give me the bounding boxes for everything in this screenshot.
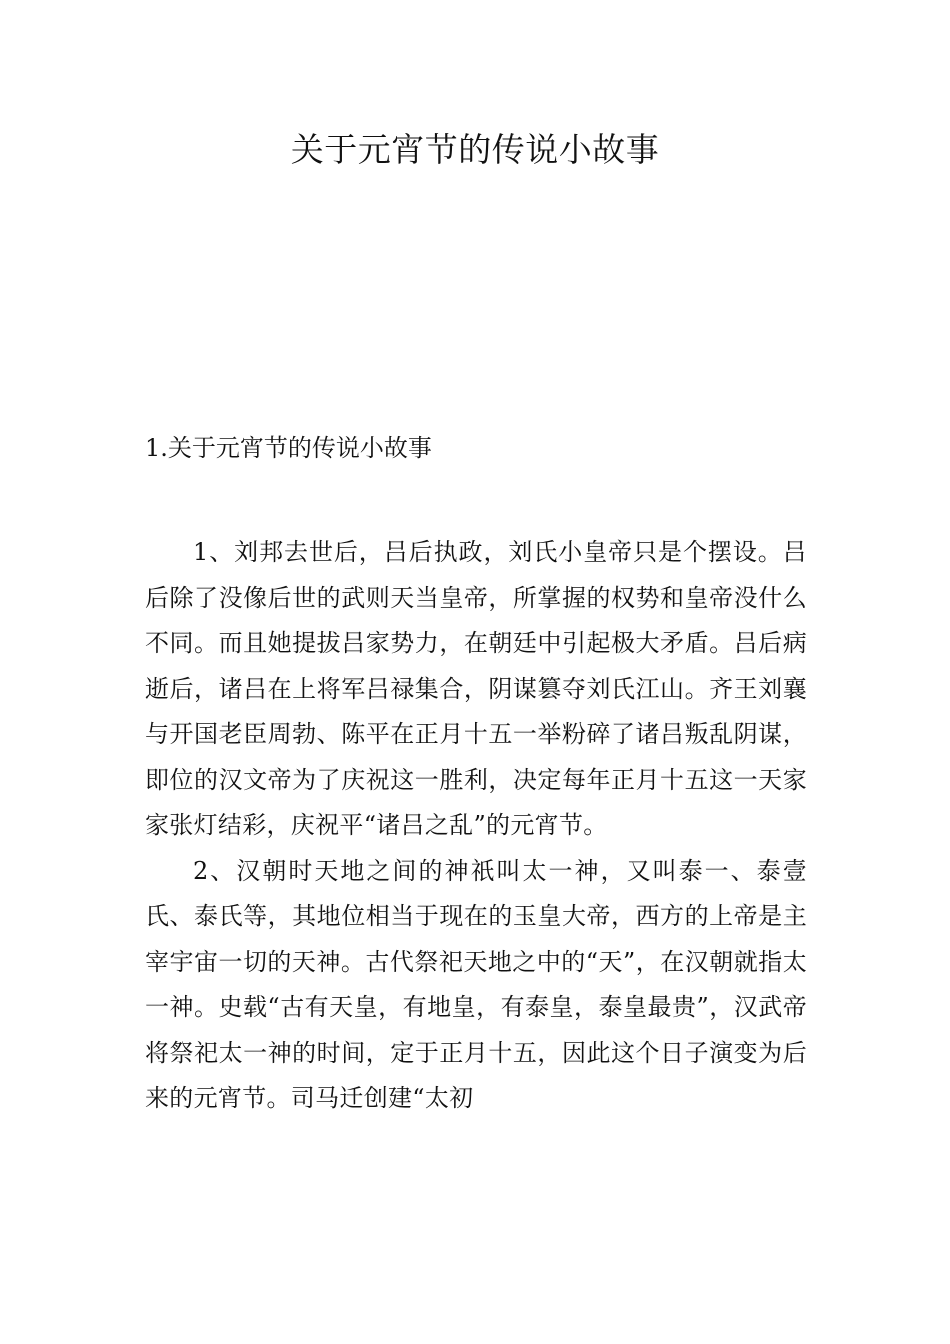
document-body: [145, 530, 807, 1122]
document-title: 关于元宵节的传说小故事: [290, 130, 660, 169]
paragraph-2: 2、汉朝时天地之间的神祇叫太一神，又叫泰一、泰壹氏、泰氏等，其地位相当于现在的玉皇大帝，西方的上帝是主宰宇宙一切的天神。古代祭祀天地之中的“天”，在汉朝就指太一神。史载“古有天皇，有地皇，有泰皇，泰皇最贵”，汉武帝将祭祀太一神的时间，定于正月十五，因此这个日子演变为后来的元宵节。司马迁创建“太初: [145, 856, 807, 1112]
paragraph-1: 1、刘邦去世后，吕后执政，刘氏小皇帝只是个摆设。吕后除了没像后世的武则天当皇帝，所掌握的权势和皇帝没什么不同。而且她提拔吕家势力，在朝廷中引起极大矛盾。吕后病逝后，诸吕在上将军吕禄集合，阴谋篡夺刘氏江山。齐王刘襄与开国老臣周勃、陈平在正月十五一举粉碎了诸吕叛乱阴谋，即位的汉文帝为了庆祝这一胜利，决定每年正月十五这一天家家张灯结彩，庆祝平“诸吕之乱”的元宵节。: [145, 538, 807, 839]
section-heading: 1.关于元宵节的传说小故事: [145, 434, 432, 462]
